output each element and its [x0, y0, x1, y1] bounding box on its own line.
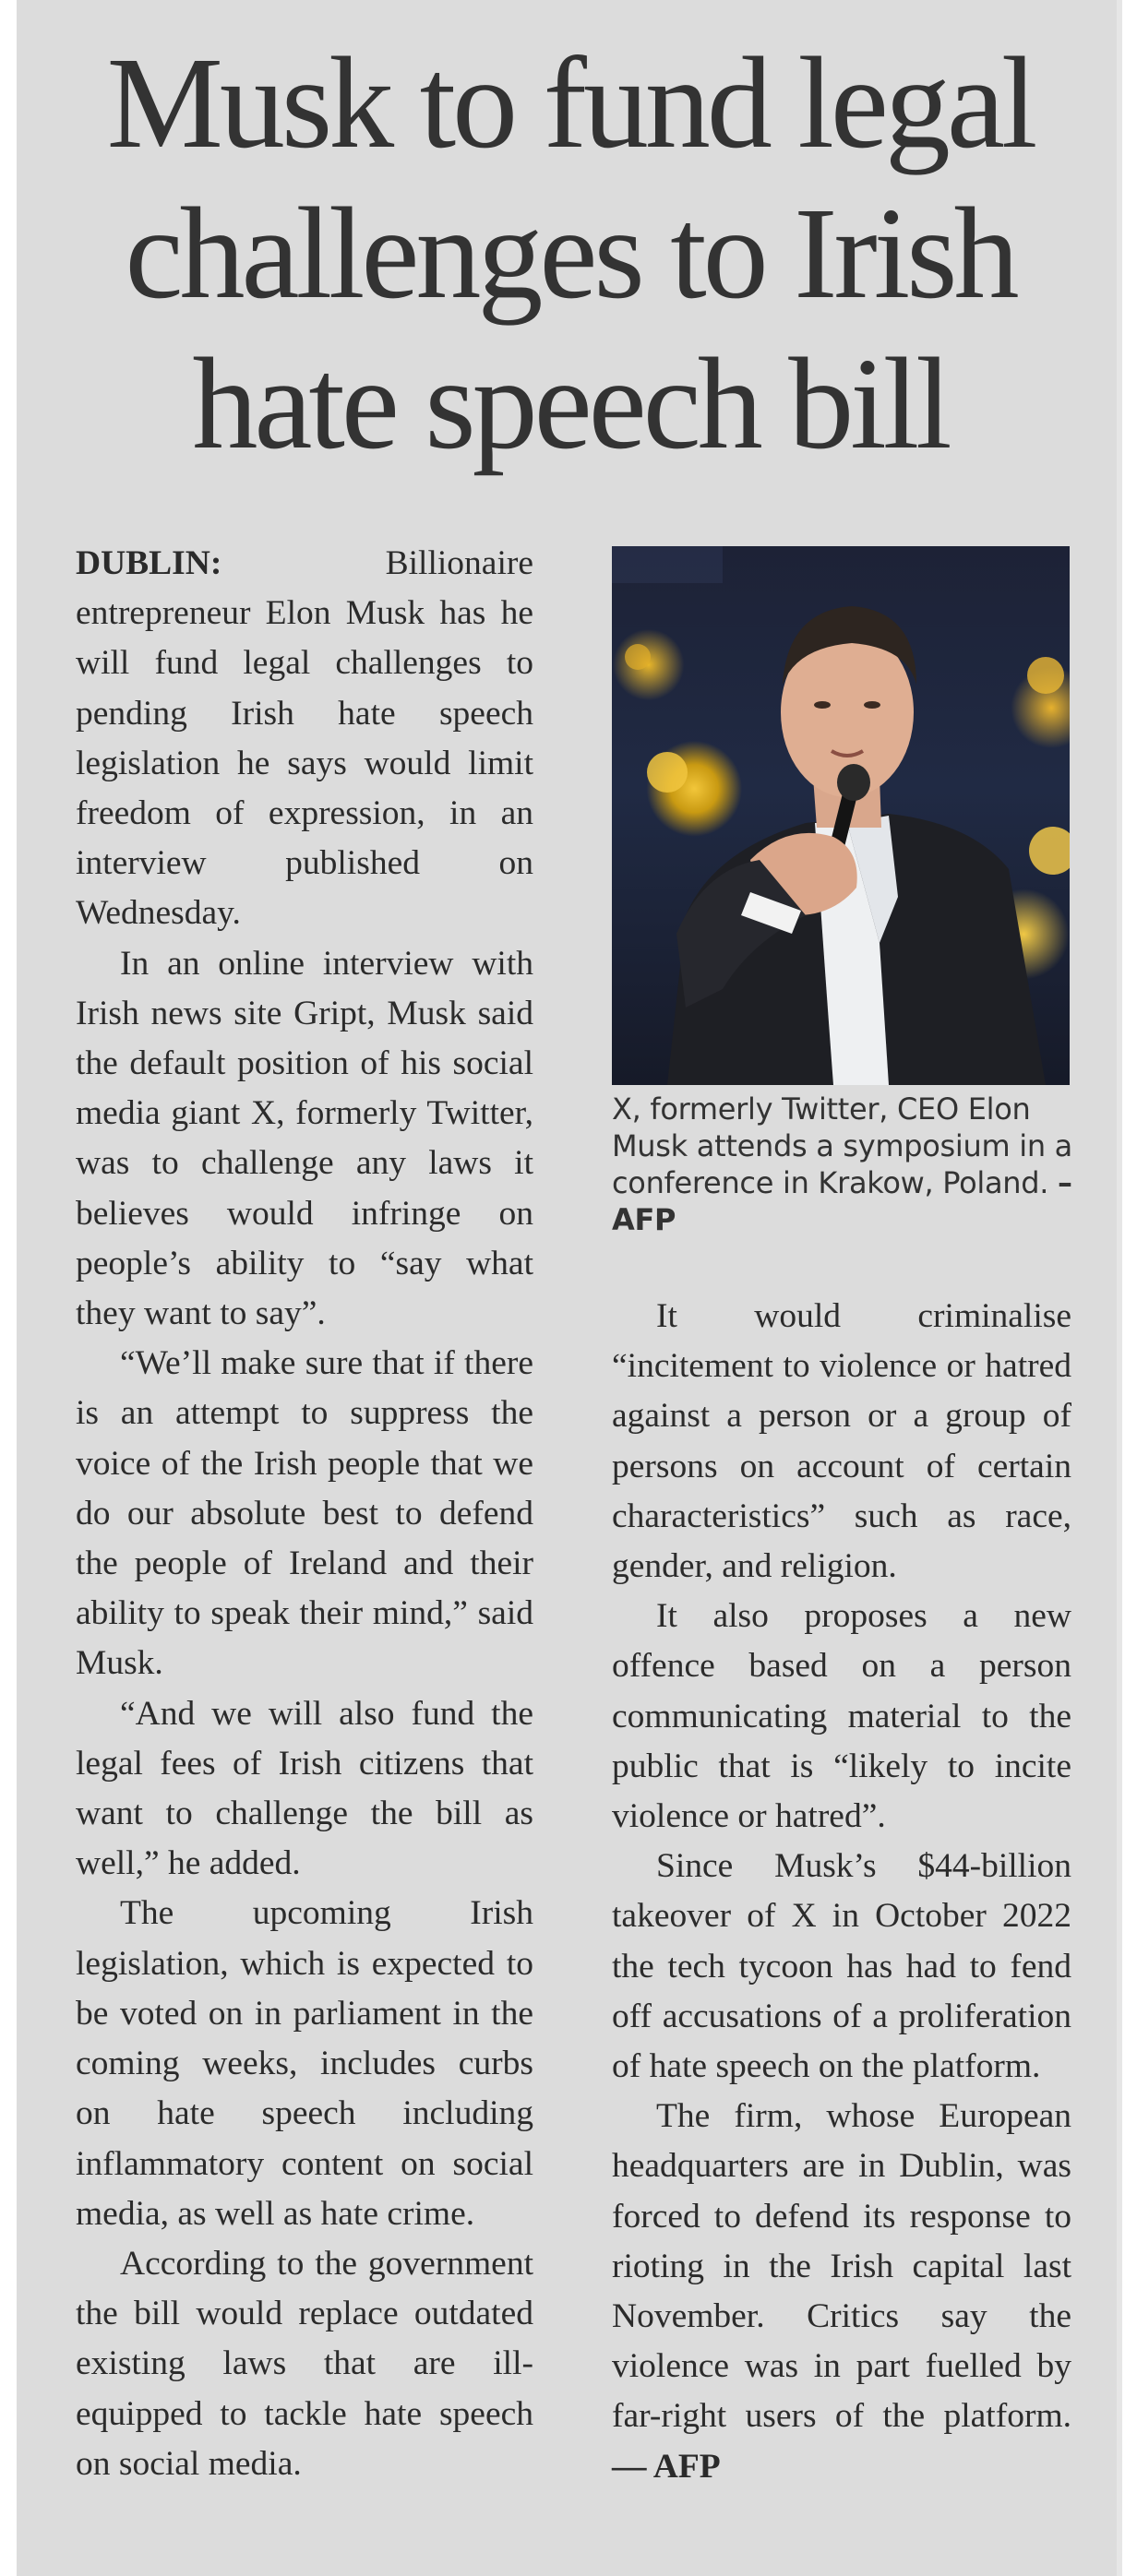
- paragraph-7: It would criminalise “incitement to violence or hatred against a person or a group of persons on account of certain characteristics” such as race, gender, and religion.: [612, 1297, 1071, 1586]
- article-credit: — AFP: [612, 2447, 721, 2486]
- musk-photo-illustration: [612, 546, 1070, 1085]
- paragraph-1: [76, 539, 533, 939]
- caption-credit: – AFP: [612, 1165, 1072, 1237]
- paragraph-1-text: Billionaire entrepreneur Elon Musk has he will fund legal challenges to pending Irish hate speech legislation he says would limit freedom of expression, in an interview published on Wednesday.: [76, 544, 533, 933]
- paragraph-5: The upcoming Irish legislation, which is expected to be voted on in parliament in the coming weeks, includes curbs on hate speech including inflammatory content on social media, as well as hate crime.: [76, 1894, 533, 2233]
- headline: Musk to fund legal challenges to Irish hate speech bill: [106, 30, 1035, 476]
- left-column: [76, 539, 533, 2489]
- newspaper-page: [17, 0, 1122, 2576]
- paragraph-4: “And we will also fund the legal fees of Irish citizens that want to challenge the bill as well,” he added.: [76, 1694, 533, 1883]
- paragraph-10-text: The firm, whose European headquarters are in Dublin, was forced to defend its response to rioting in the Irish capital last November. Critics say the violence was in part fuelled by far-right users of the platform.: [612, 2097, 1071, 2436]
- caption-text: X, formerly Twitter, CEO Elon Musk attends a symposium in a conference in Krakow, Poland.: [612, 1091, 1072, 1200]
- paragraph-2: In an online interview with Irish news site Gript, Musk said the default position of his social media giant X, formerly Twitter, was to challenge any laws it believes would infringe on people’s ability to “say what they want to say”.: [76, 944, 533, 1333]
- photo-caption: [612, 1091, 1073, 1238]
- paragraph-8: It also proposes a new offence based on a person communicating material to the public that is “likely to incite violence or hatred”.: [612, 1597, 1071, 1836]
- right-column: [612, 1292, 1071, 2492]
- dateline: DUBLIN:: [76, 544, 222, 582]
- paragraph-9: Since Musk’s $44-billion takeover of X in October 2022 the tech tycoon has had to fend off accusations of a proliferation of hate speech on the platform.: [612, 1847, 1071, 2086]
- musk-photo: [612, 546, 1070, 1085]
- paragraph-6: According to the government the bill would replace outdated existing laws that are ill-equipped to tackle hate speech on social media.: [76, 2244, 533, 2483]
- paragraph-10: [612, 2092, 1071, 2492]
- paragraph-3: “We’ll make sure that if there is an attempt to suppress the voice of the Irish people that we do our absolute best to defend the people of Ireland and their ability to speak their mind,” said Musk.: [76, 1344, 533, 1683]
